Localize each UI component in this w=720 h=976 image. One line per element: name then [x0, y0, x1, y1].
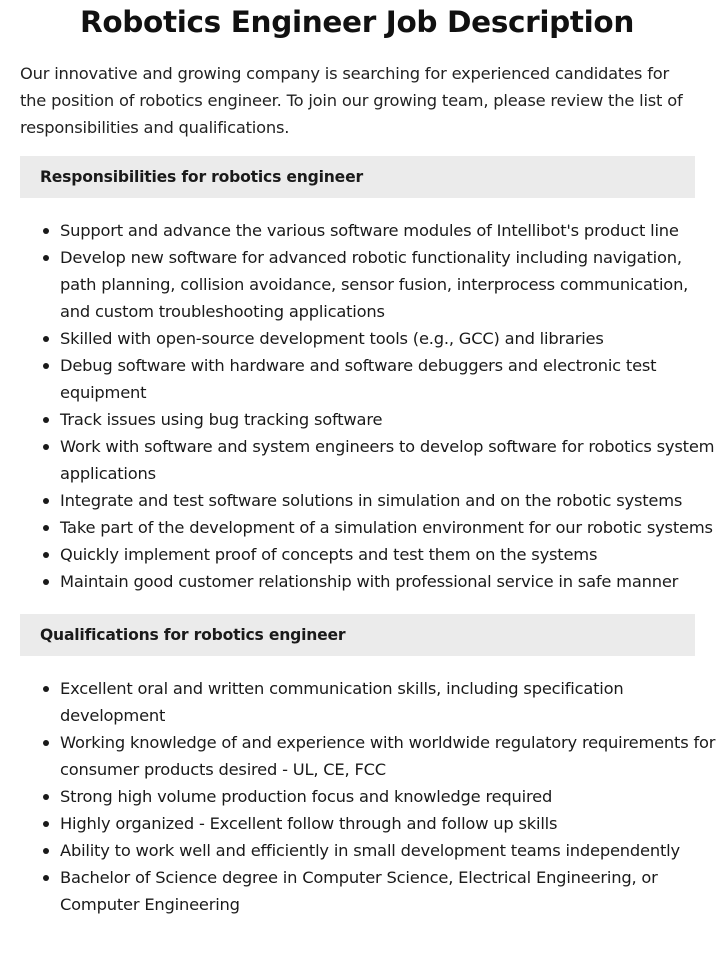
page-title: Robotics Engineer Job Description [80, 5, 634, 39]
list-item: Take part of the development of a simulation environment for our robotic systems [60, 514, 716, 541]
list-item: Work with software and system engineers to develop software for robotics system applications [60, 433, 716, 487]
list-item: Develop new software for advanced robotic functionality including navigation, path planning, collision avoidance, sensor fusion, interprocess communication, and custom troubleshooting applications [60, 244, 716, 325]
list-item: Track issues using bug tracking software [60, 406, 716, 433]
list-item: Integrate and test software solutions in simulation and on the robotic systems [60, 487, 716, 514]
list-item: Ability to work well and efficiently in small development teams independently [60, 837, 716, 864]
qualifications-heading: Qualifications for robotics engineer [20, 614, 695, 656]
responsibilities-list [20, 217, 716, 595]
list-item: Highly organized - Excellent follow through and follow up skills [60, 810, 716, 837]
list-item: Quickly implement proof of concepts and test them on the systems [60, 541, 716, 568]
responsibilities-heading: Responsibilities for robotics engineer [20, 156, 695, 198]
qualifications-list [20, 675, 716, 918]
list-item: Strong high volume production focus and knowledge required [60, 783, 716, 810]
list-item: Support and advance the various software modules of Intellibot's product line [60, 217, 716, 244]
list-item: Bachelor of Science degree in Computer Science, Electrical Engineering, or Computer Engineering [60, 864, 716, 918]
list-item: Skilled with open-source development tools (e.g., GCC) and libraries [60, 325, 716, 352]
list-item: Working knowledge of and experience with worldwide regulatory requirements for consumer products desired - UL, CE, FCC [60, 729, 716, 783]
list-item: Maintain good customer relationship with professional service in safe manner [60, 568, 716, 595]
list-item: Debug software with hardware and software debuggers and electronic test equipment [60, 352, 716, 406]
list-item: Excellent oral and written communication skills, including specification development [60, 675, 716, 729]
intro-paragraph: Our innovative and growing company is searching for experienced candidates for the position of robotics engineer. To join our growing team, please review the list of responsibilities and qualifications. [20, 64, 683, 137]
